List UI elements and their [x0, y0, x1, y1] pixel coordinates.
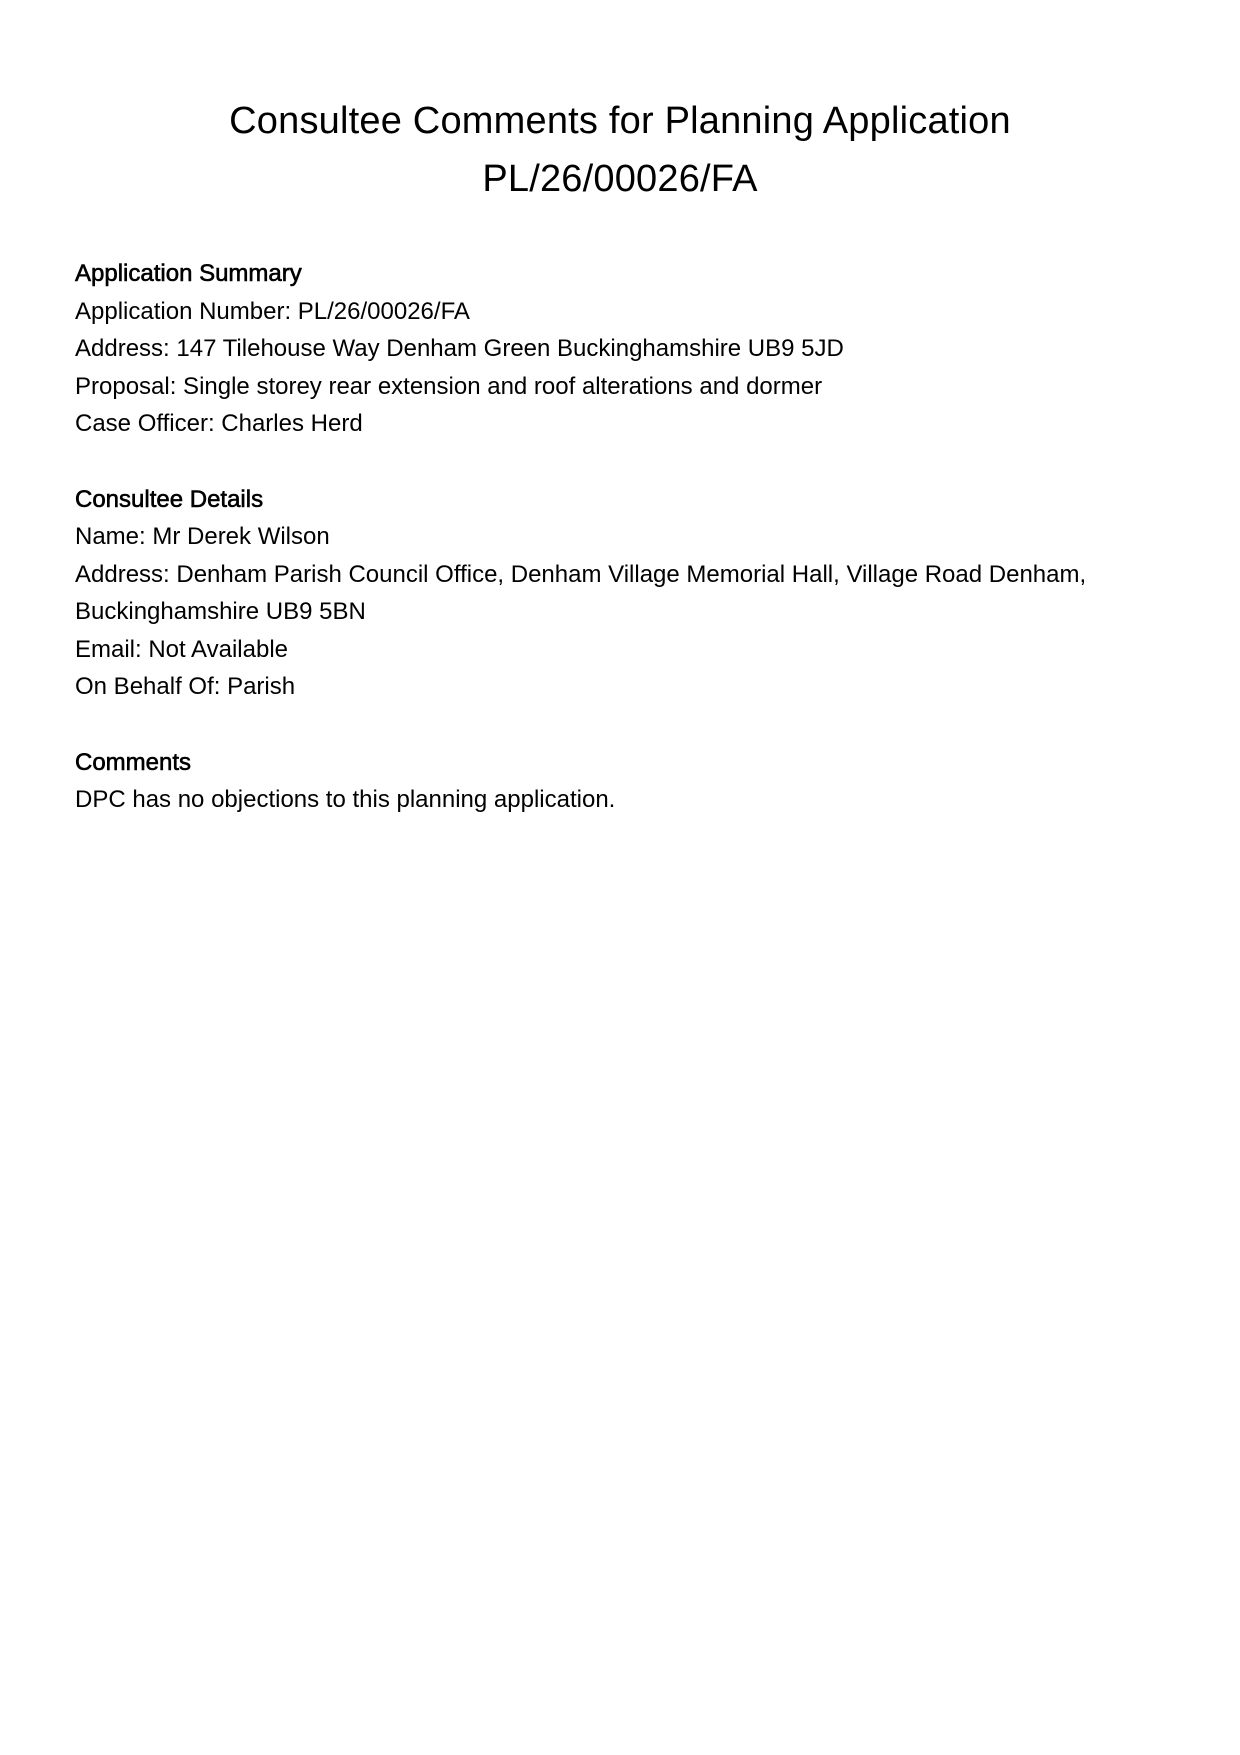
- consultee-name: Name: Mr Derek Wilson: [75, 523, 330, 550]
- application-summary-heading: Application Summary: [75, 260, 302, 287]
- page-title: [0, 92, 1240, 208]
- comments-section: [75, 744, 1175, 819]
- consultee-email: Email: Not Available: [75, 635, 288, 663]
- page-title-line-2: PL/26/00026/FA: [482, 158, 758, 200]
- page-title-line-1: Consultee Comments for Planning Application: [229, 100, 1011, 142]
- consultee-details-heading: Consultee Details: [75, 485, 264, 513]
- consultee-address: Address: Denham Parish Council Office, Denham Village Memorial Hall, Village Road Denham, Buckinghamshire UB9 5BN: [75, 560, 1087, 625]
- consultee-on-behalf-of: On Behalf Of: Parish: [75, 673, 296, 700]
- document-content: [75, 255, 1175, 857]
- comments-text: DPC has no objections to this planning application.: [75, 786, 616, 813]
- consultee-details-section: [75, 481, 1175, 706]
- application-summary-section: [75, 255, 1175, 443]
- application-number: Application Number: PL/26/00026/FA: [75, 297, 470, 325]
- case-officer: Case Officer: Charles Herd: [75, 410, 363, 437]
- application-proposal: Proposal: Single storey rear extension and roof alterations and dormer: [75, 372, 823, 400]
- application-address: Address: 147 Tilehouse Way Denham Green Buckinghamshire UB9 5JD: [75, 335, 844, 362]
- comments-heading: Comments: [75, 748, 192, 776]
